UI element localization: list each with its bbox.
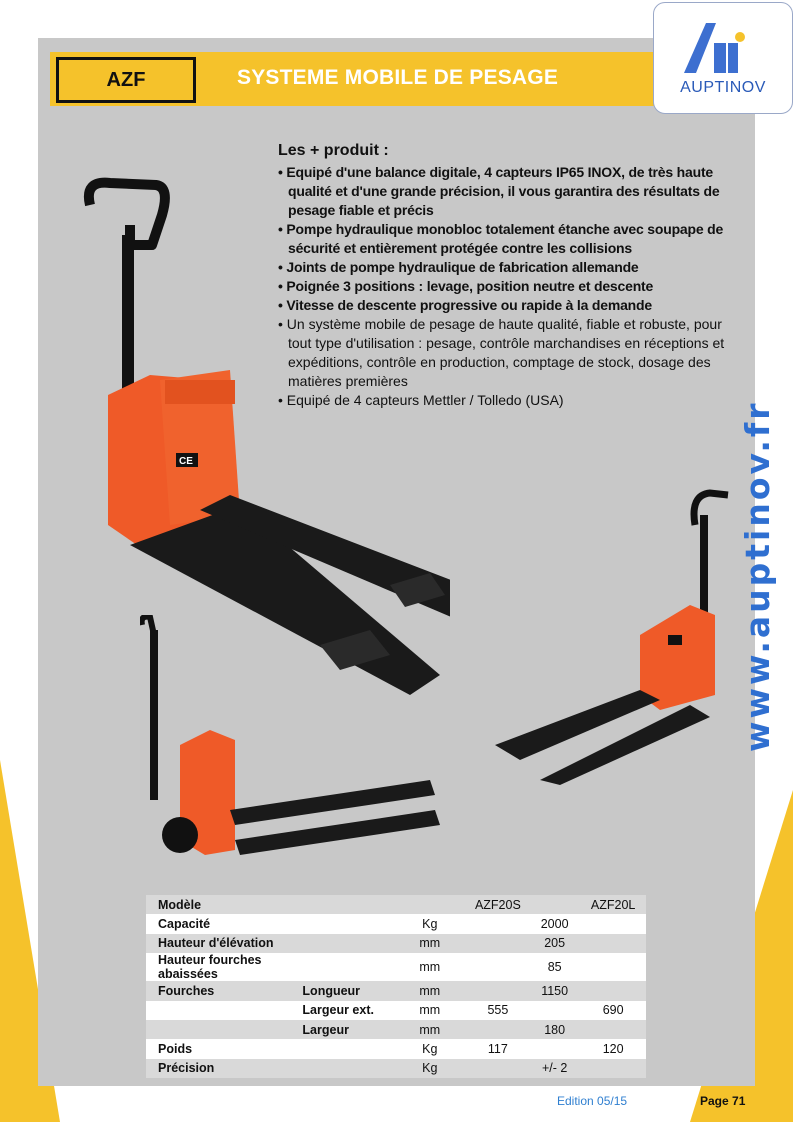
features-heading: Les + produit :: [278, 142, 389, 159]
right-pallet-truck-image: [490, 485, 730, 785]
feature-item: • Equipé d'une balance digitale, 4 capteurs IP65 INOX, de très haute qualité et d'une grande précision, il vous garantira des résultats de pesage fiable et précis: [278, 163, 738, 220]
edition-label: Edition 05/15: [557, 1094, 628, 1108]
feature-item: • Un système mobile de pesage de haute qualité, fiable et robuste, pour tout type d'utilisation : pesage, contrôle marchandises en réceptions et expéditions, contrôle en production, comptage de stock, dosage des matières premières: [278, 315, 738, 391]
feature-item: • Vitesse de descente progressive ou rapide à la demande: [278, 296, 738, 315]
table-row: Largeur mm 180: [146, 1020, 646, 1039]
left-pallet-truck-image: [140, 615, 450, 865]
table-row: Capacité Kg 2000: [146, 914, 646, 933]
page-title: SYSTEME MOBILE DE PESAGE: [237, 66, 559, 89]
page-number: Page 71: [700, 1094, 746, 1108]
table-row: Modèle AZF20S AZF20L: [146, 895, 646, 914]
table-row: Fourches Longueur mm 1150: [146, 981, 646, 1000]
logo-text: AUPTINOV: [680, 79, 766, 96]
table-row: Largeur ext. mm 555 690: [146, 1001, 646, 1020]
website-url: www.auptinov.fr: [738, 400, 777, 752]
feature-item: • Joints de pompe hydraulique de fabrication allemande: [278, 258, 738, 277]
svg-text:CE: CE: [179, 456, 193, 467]
spec-table: [146, 895, 646, 1078]
table-row: Hauteur d'élévation mm 205: [146, 934, 646, 953]
feature-item: • Equipé de 4 capteurs Mettler / Tolledo (USA): [278, 391, 738, 410]
table-row: Hauteur fourches abaissées mm 85: [146, 953, 646, 981]
product-code: AZF: [56, 57, 196, 103]
feature-item: • Pompe hydraulique monobloc totalement étanche avec soupape de sécurité et entièrement protégée contre les collisions: [278, 220, 738, 258]
auptinov-logo-icon: [654, 3, 792, 83]
feature-item: • Poignée 3 positions : levage, position neutre et descente: [278, 277, 738, 296]
table-row: Poids Kg 117 120: [146, 1039, 646, 1058]
table-row: Précision Kg +/- 2: [146, 1059, 646, 1078]
brand-logo: [653, 2, 793, 114]
